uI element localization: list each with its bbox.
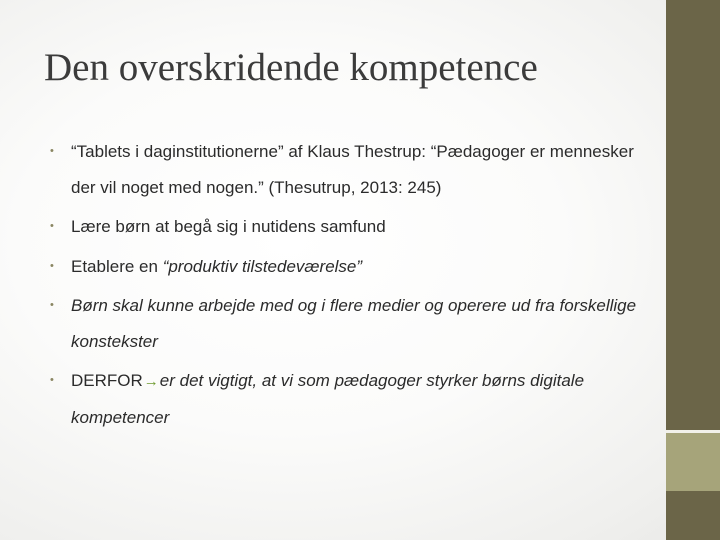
right-arrow-icon: →	[143, 373, 159, 390]
bullet-marker: •	[50, 220, 54, 232]
bullet-marker: •	[50, 374, 54, 386]
bullet-text-prefix: Etablere en	[71, 256, 163, 276]
bullet-text: “Tablets i daginstitutionerne” af Klaus Thestrup: “Pædagoger er mennesker der vil noget med nogen.” (Thesutrup, 2013: 245)	[71, 142, 634, 197]
bullet-item-3	[46, 249, 646, 285]
bullet-item-1	[46, 134, 646, 205]
bullet-item-2	[46, 209, 646, 245]
side-bar-accent	[666, 433, 720, 491]
bullet-marker: •	[50, 259, 54, 272]
bullet-marker: •	[50, 299, 54, 311]
bullet-text: Lære børn at begå sig i nutidens samfund	[71, 217, 386, 236]
bullet-text-lead: DERFOR	[71, 371, 143, 390]
bullet-marker: •	[50, 145, 54, 157]
bullet-text-italic: Børn skal kunne arbejde med og i flere medier og operere ud fra forskellige konstekster	[71, 296, 637, 351]
bullet-item-4	[46, 288, 646, 359]
bullet-list	[46, 134, 646, 439]
bullet-text-italic: er det vigtigt, at vi som pædagoger styrker børns digitale kompetencer	[71, 371, 585, 427]
bullet-item-5	[46, 363, 646, 435]
bullet-text-italic: “produktiv tilstedeværelse”	[162, 256, 363, 276]
slide-title: Den overskridende kompetence	[44, 46, 538, 89]
